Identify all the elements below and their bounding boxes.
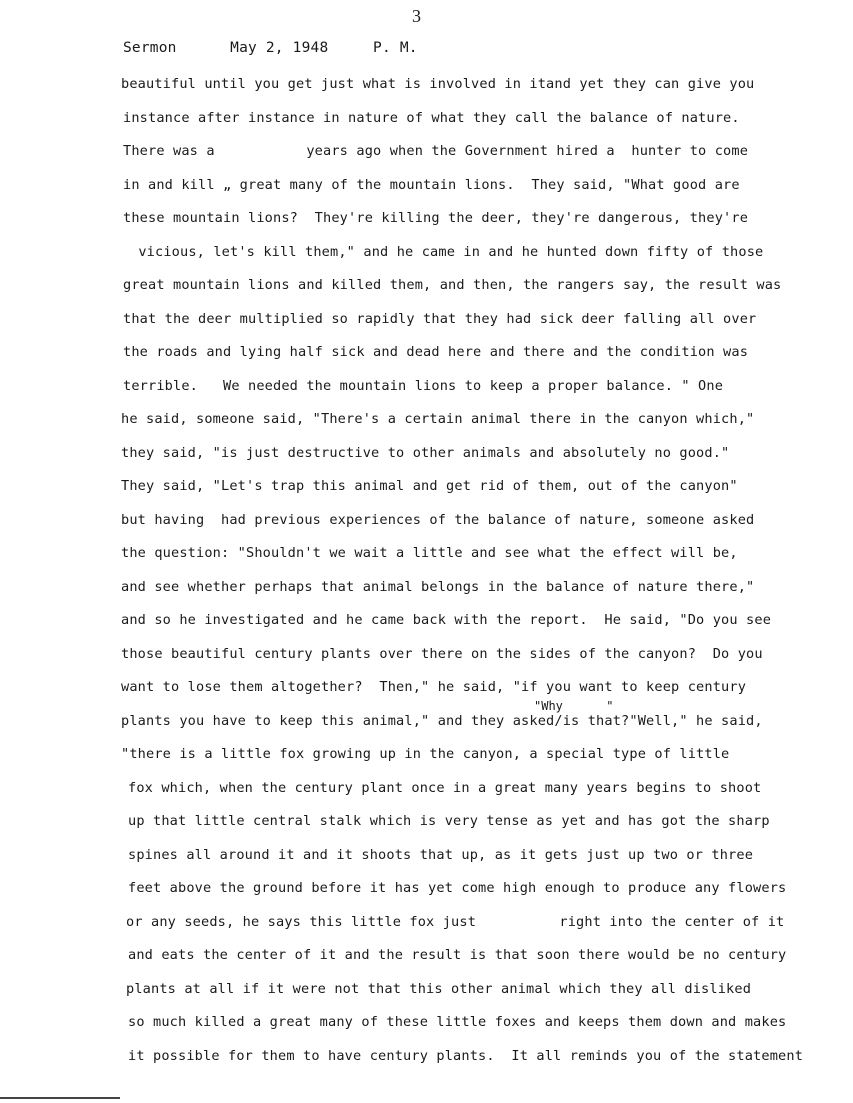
- text-line: those beautiful century plants over there on the sides of the canyon? Do you: [121, 646, 763, 662]
- text-line: and eats the center of it and the result is that soon there would be no century: [128, 947, 787, 963]
- text-line: these mountain lions? They're killing the deer, they're dangerous, they're: [123, 210, 749, 226]
- text-line: terrible. We needed the mountain lions to keep a proper balance. " One: [123, 378, 724, 394]
- text-line: and so he investigated and he came back with the report. He said, "Do you see: [121, 612, 772, 628]
- text-line: and see whether perhaps that animal belongs in the balance of nature there,": [121, 579, 755, 595]
- text-line: he said, someone said, "There's a certain animal there in the canyon which,": [121, 411, 755, 427]
- text-line: There was a years ago when the Government hired a hunter to come: [123, 143, 749, 159]
- text-line: the question: "Shouldn't we wait a little and see what the effect will be,: [121, 545, 738, 561]
- text-line: great mountain lions and killed them, and then, the rangers say, the result was: [123, 277, 782, 293]
- text-line: spines all around it and it shoots that up, as it gets just up two or three: [128, 847, 754, 863]
- text-line: vicious, let's kill them," and he came in and he hunted down fifty of those: [130, 244, 764, 260]
- text-line: so much killed a great many of these little foxes and keeps them down and makes: [128, 1014, 787, 1030]
- text-line: fox which, when the century plant once in a great many years begins to shoot: [128, 780, 762, 796]
- text-line: or any seeds, he says this little fox just right into the center of it: [126, 914, 785, 930]
- page-number: 3: [412, 6, 421, 26]
- text-line: it possible for them to have century plants. It all reminds you of the statement: [128, 1048, 804, 1064]
- text-line: they said, "is just destructive to other animals and absolutely no good.": [121, 445, 730, 461]
- text-line: in and kill „ great many of the mountain lions. They said, "What good are: [123, 177, 740, 193]
- text-line: want to lose them altogether? Then," he said, "if you want to keep century: [121, 679, 747, 695]
- text-line: instance after instance in nature of what they call the balance of nature.: [123, 110, 740, 126]
- text-line: beautiful until you get just what is involved in itand yet they can give you: [121, 76, 755, 92]
- scan-edge-mark: [0, 1097, 120, 1099]
- text-line: plants at all if it were not that this other animal which they all disliked: [126, 981, 752, 997]
- text-line: the roads and lying half sick and dead here and there and the condition was: [123, 344, 749, 360]
- document-header: Sermon May 2, 1948 P. M.: [123, 40, 418, 56]
- text-line: that the deer multiplied so rapidly that they had sick deer falling all over: [123, 311, 757, 327]
- text-line: plants you have to keep this animal," and they asked/is that?"Well," he said,: [121, 713, 763, 729]
- text-line: up that little central stalk which is very tense as yet and has got the sharp: [128, 813, 770, 829]
- text-line: "there is a little fox growing up in the canyon, a special type of little: [121, 746, 730, 762]
- handwritten-insertion: "Why ": [534, 699, 614, 713]
- text-line: but having had previous experiences of the balance of nature, someone asked: [121, 512, 755, 528]
- text-line: They said, "Let's trap this animal and get rid of them, out of the canyon": [121, 478, 738, 494]
- text-line: feet above the ground before it has yet come high enough to produce any flowers: [128, 880, 787, 896]
